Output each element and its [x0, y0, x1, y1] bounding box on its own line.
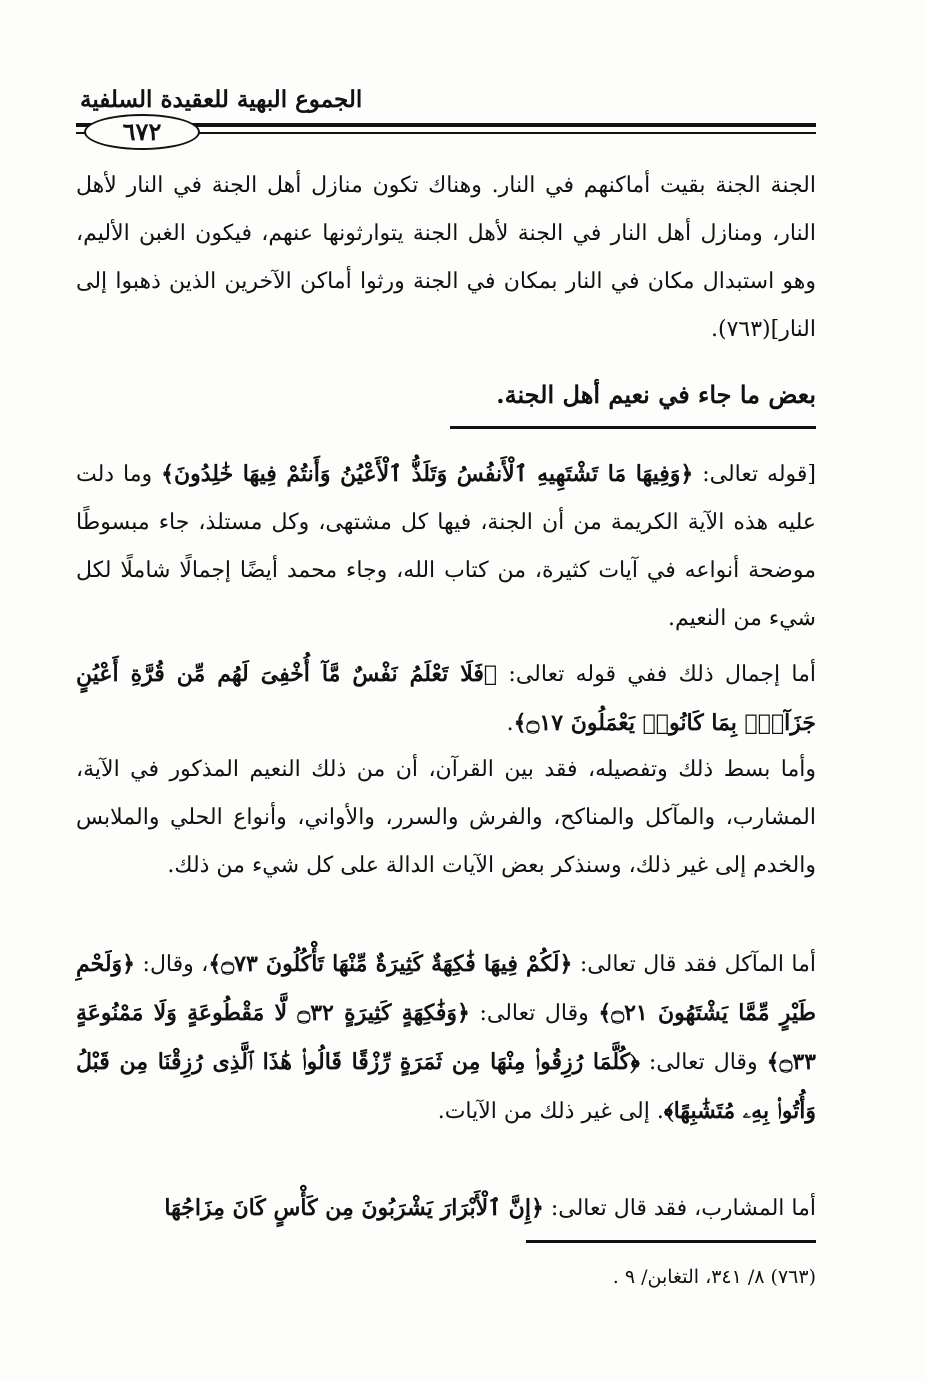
quran-verse: ﴿وَفَٰكِهَةٍ كَثِيرَةٍ ۝٣٢ لَّا مَقْطُوعَةٍ وَلَا مَمْنُوعَةٍ ۝٣٣﴾	[76, 1000, 816, 1075]
section-heading-underline	[450, 426, 816, 429]
paragraph-2	[76, 450, 816, 643]
paragraph-2-body: وما دلت عليه هذه الآية الكريمة من أن الجنة، فيها كل مشتهى، وكل مستلذ، جاء مبسوطًا موضحة أنواعه في آيات كثيرة، من كتاب الله، وجاء محمد أيضًا إجمالًا شاملًا لكل شيء من النعيم.	[76, 462, 816, 631]
paragraph-4	[76, 746, 816, 890]
paragraph-5-end: . إلى غير ذلك من الآيات.	[437, 1099, 664, 1124]
running-title: الجموع البهية للعقيدة السلفية	[80, 86, 363, 113]
paragraph-2-intro: [قوله تعالى:	[693, 462, 817, 487]
paragraph-5-intro: أما المآكل فقد قال تعالى:	[572, 952, 817, 977]
paragraph-6	[76, 1184, 816, 1233]
footnote-separator	[526, 1240, 816, 1243]
quran-verse: ﴿لَكُمْ فِيهَا فَٰكِهَةٌ كَثِيرَةٌ مِّنْهَا تَأْكُلُونَ ۝٧٣﴾	[208, 951, 573, 977]
quran-verse: ﴿وَفِيهَا مَا تَشْتَهِيهِ ٱلْأَنفُسُ وَتَلَذُّ ٱلْأَعْيُنُ وَأَنتُمْ فِيهَا خَٰلِدُونَ﴾	[161, 461, 694, 487]
paragraph-5-connector: وقال تعالى:	[469, 1001, 599, 1026]
quran-verse: ﴿وَلَحْمِ طَيْرٍ مِّمَّا يَشْتَهُونَ ۝٢١﴾	[76, 951, 817, 1026]
paragraph-5-connector: ، وقال:	[135, 952, 209, 977]
paragraph-1	[76, 162, 816, 354]
paragraph-5	[76, 940, 816, 1136]
section-heading: بعض ما جاء في نعيم أهل الجنة.	[496, 380, 816, 409]
quran-verse: ﴿فَلَا تَعْلَمُ نَفْسٌ مَّآ أُخْفِىَ لَهُم مِّن قُرَّةِ أَعْيُنٍ جَزَآءًۢ بِمَا كَانُوا۟ يَعْمَلُونَ ۝١٧﴾	[76, 661, 816, 736]
quran-verse: ﴿كُلَّمَا رُزِقُوا۟ مِنْهَا مِن ثَمَرَةٍ رِّزْقًا قَالُوا۟ هَٰذَا ٱلَّذِى رُزِقْنَا مِن قَبْلُ وَأُتُوا۟ بِهِۦ مُتَشَٰبِهًا﴾	[76, 1049, 816, 1124]
footnote: (٧٦٣) ٨/ ٣٤١، التغابن/ ٩ .	[612, 1266, 816, 1288]
paragraph-6-intro: أما المشارب، فقد قال تعالى:	[543, 1196, 816, 1221]
paragraph-3-end: .	[506, 711, 514, 736]
paragraph-4-text: وأما بسط ذلك وتفصيله، فقد بين القرآن، أن من ذلك النعيم المذكور في الآية، المشارب، والمآكل والمناكح، والفرش والسرر، والأواني، وأنواع الحلي والملابس والخدم إلى غير ذلك، وسنذكر بعض الآيات الدالة على كل شيء من ذلك.	[76, 757, 816, 878]
paragraph-5-connector: وقال تعالى:	[639, 1050, 767, 1075]
paragraph-1-text: الجنة الجنة بقيت أماكنهم في النار. وهناك تكون منازل أهل الجنة في النار لأهل النار، ومنازل أهل النار في الجنة لأهل الجنة يتوارثونها عنهم، فيكون الغبن الأليم، وهو استبدال مكان في النار بمكان في الجنة ورثوا أماكن الآخرين الذين ذهبوا إلى النار](٧٦٣).	[76, 173, 816, 342]
paragraph-3-intro: أما إجمال ذلك ففي قوله تعالى:	[497, 662, 816, 687]
page-number: ٦٧٢	[84, 114, 200, 150]
quran-verse: ﴿إِنَّ ٱلْأَبْرَارَ يَشْرَبُونَ مِن كَأْسٍ كَانَ مِزَاجُهَا	[164, 1195, 544, 1221]
paragraph-3	[76, 650, 816, 748]
